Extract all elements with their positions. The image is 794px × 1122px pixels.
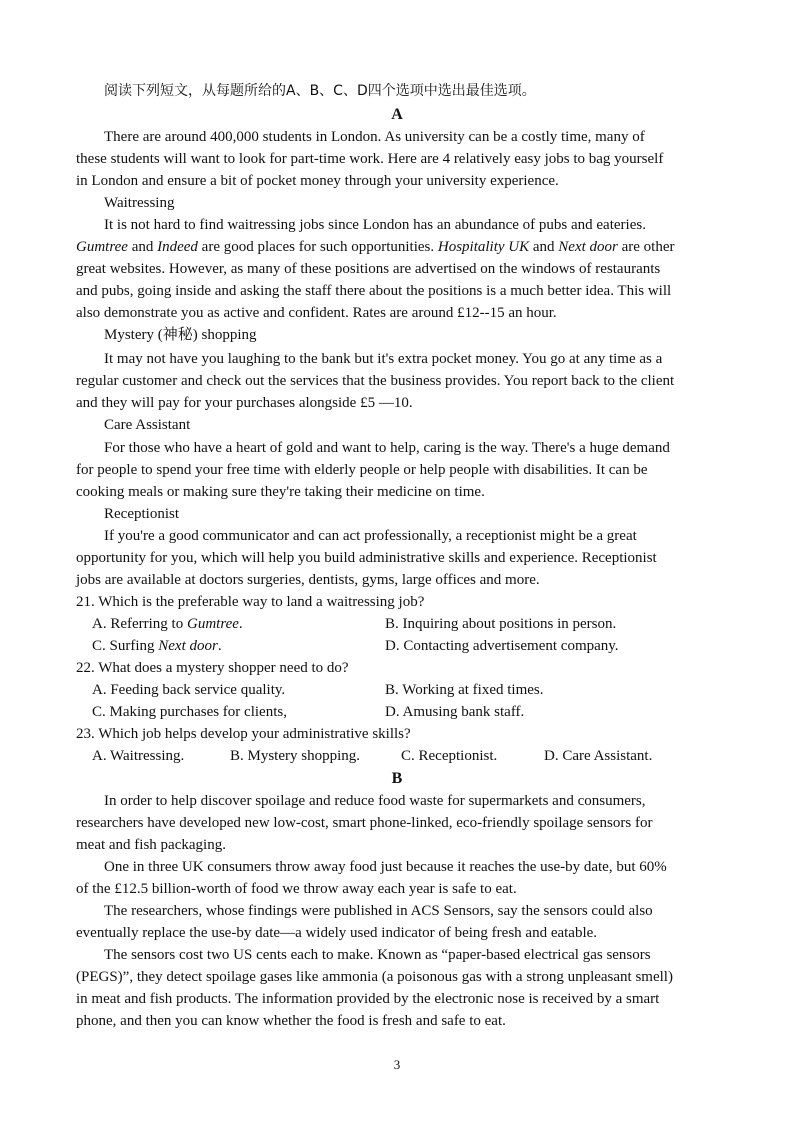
question-22-option-b: B. Working at fixed times. (385, 682, 544, 698)
passage-a-line: jobs are available at doctors surgeries, dentists, gyms, large offices and more. (76, 572, 540, 588)
question-21-option-b: B. Inquiring about positions in person. (385, 616, 617, 632)
question-21-option-d: D. Contacting advertisement company. (385, 638, 619, 654)
section-heading-care-assistant: Care Assistant (104, 417, 191, 433)
question-22-option-a: A. Feeding back service quality. (92, 682, 286, 698)
section-heading-waitressing: Waitressing (104, 195, 175, 211)
question-23-option-a: A. Waitressing. (92, 748, 185, 764)
passage-a-line: It may not have you laughing to the bank but it's extra pocket money. You go at any time as a (104, 351, 663, 367)
section-heading-mystery-shopping: Mystery (神秘) shopping (104, 327, 257, 343)
passage-a-line: cooking meals or making sure they're taking their medicine on time. (76, 484, 485, 500)
instruction-text: 阅读下列短文，从每题所给的A、B、C、D四个选项中选出最佳选项。 (104, 83, 536, 99)
question-21-option-c: C. Surfing Next door. (92, 638, 222, 654)
passage-b-line: One in three UK consumers throw away food just because it reaches the use-by date, but 60% (104, 859, 667, 875)
passage-b-line: In order to help discover spoilage and reduce food waste for supermarkets and consumers, (104, 793, 646, 809)
page-number: 3 (393, 1057, 401, 1072)
passage-b-line: phone, and then you can know whether the food is fresh and safe to eat. (76, 1013, 506, 1029)
question-23-stem: 23. Which job helps develop your administrative skills? (76, 726, 411, 742)
question-22-stem: 22. What does a mystery shopper need to do? (76, 660, 349, 676)
question-23-option-d: D. Care Assistant. (544, 748, 653, 764)
passage-a-line: also demonstrate you as active and confident. Rates are around £12--15 an hour. (76, 305, 557, 321)
passage-b-line: researchers have developed new low-cost, smart phone-linked, eco-friendly spoilage sensors for (76, 815, 653, 831)
passage-a-line: opportunity for you, which will help you build administrative skills and experience. Receptionist (76, 550, 657, 566)
passage-b-line: The researchers, whose findings were published in ACS Sensors, say the sensors could also (104, 903, 653, 919)
question-23-option-c: C. Receptionist. (401, 748, 498, 764)
passage-b-line: in meat and fish products. The information provided by the electronic nose is received by a smart (76, 991, 660, 1007)
passage-b-line: of the £12.5 billion-worth of food we throw away each year is safe to eat. (76, 881, 517, 897)
question-23-option-b: B. Mystery shopping. (230, 748, 361, 764)
passage-a-line: and they will pay for your purchases alongside £5 —10. (76, 395, 413, 411)
section-heading-receptionist: Receptionist (104, 506, 179, 522)
passage-b-line: meat and fish packaging. (76, 837, 226, 853)
passage-a-line: It is not hard to find waitressing jobs since London has an abundance of pubs and eateries. (104, 217, 646, 233)
passage-b-line: (PEGS)”, they detect spoilage gases like ammonia (a poisonous gas with a strong unpleasant smell) (76, 969, 673, 985)
passage-a-line: regular customer and check out the services that the business provides. You report back to the client (76, 373, 675, 389)
question-22-option-c: C. Making purchases for clients, (92, 704, 287, 720)
passage-a-line: in London and ensure a bit of pocket money through your university experience. (76, 173, 559, 189)
passage-b-line: eventually replace the use-by date—a widely used indicator of being fresh and eatable. (76, 925, 598, 941)
passage-a-line: great websites. However, as many of these positions are advertised on the windows of restaurants (76, 261, 661, 277)
passage-a-line: and pubs, going inside and asking the staff there about the positions is a much better idea. This will (76, 283, 672, 299)
passage-a-line: If you're a good communicator and can act professionally, a receptionist might be a great (104, 528, 637, 544)
passage-b-line: The sensors cost two US cents each to make. Known as “paper-based electrical gas sensors (104, 947, 651, 963)
question-21-stem: 21. Which is the preferable way to land a waitressing job? (76, 594, 425, 610)
passage-a-line: For those who have a heart of gold and want to help, caring is the way. There's a huge demand (104, 440, 670, 456)
passage-a-line: Gumtree and Indeed are good places for such opportunities. Hospitality UK and Next door are other (76, 239, 675, 255)
question-21-option-a: A. Referring to Gumtree. (92, 616, 243, 632)
passage-b-heading: B (391, 770, 403, 787)
question-22-option-d: D. Amusing bank staff. (385, 704, 525, 720)
passage-a-line: these students will want to look for part-time work. Here are 4 relatively easy jobs to bag yourself (76, 151, 664, 167)
passage-a-heading: A (391, 106, 403, 123)
passage-a-line: There are around 400,000 students in London. As university can be a costly time, many of (104, 129, 645, 145)
passage-a-line: for people to spend your free time with elderly people or help people with disabilities. It can be (76, 462, 648, 478)
